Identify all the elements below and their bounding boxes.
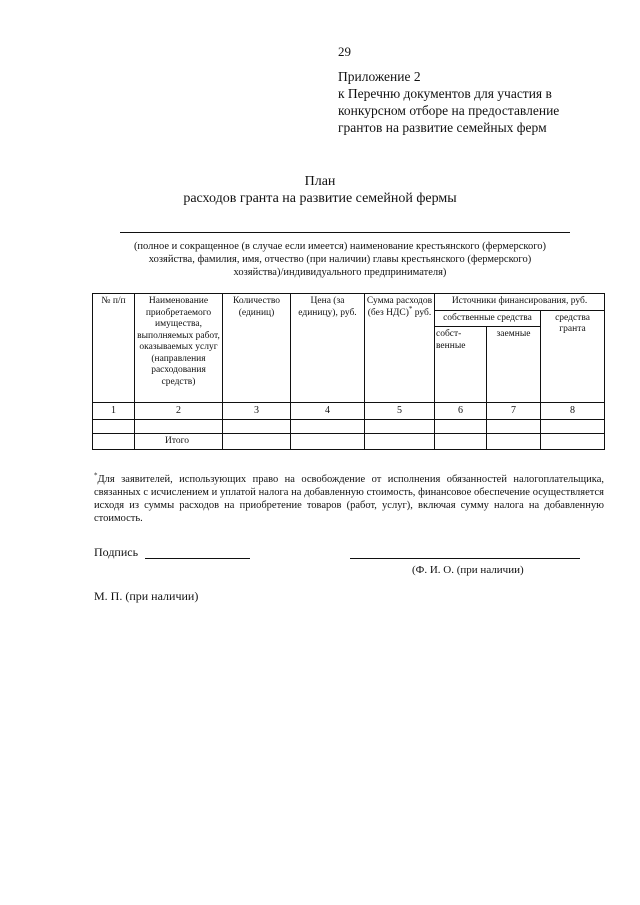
table-cell[interactable] bbox=[487, 419, 541, 433]
col-number-cell: 5 bbox=[365, 403, 435, 420]
document-title: План bbox=[304, 174, 336, 189]
footnote-mark: * bbox=[94, 471, 98, 480]
col-number-cell: 7 bbox=[487, 403, 541, 420]
fio-line[interactable] bbox=[350, 558, 580, 559]
col-number-cell: 1 bbox=[93, 403, 135, 420]
table-cell[interactable] bbox=[541, 419, 605, 433]
appendix-line-2: к Перечню документов для участия в bbox=[338, 86, 552, 101]
appendix-header bbox=[338, 68, 559, 136]
header-sum bbox=[365, 294, 435, 403]
total-row bbox=[93, 433, 605, 450]
column-numbers-row bbox=[93, 403, 605, 420]
table-cell[interactable] bbox=[487, 433, 541, 450]
table-cell[interactable] bbox=[291, 433, 365, 450]
document-subtitle: расходов гранта на развитие семейной фермы bbox=[183, 191, 457, 206]
caption-line-2: хозяйства, фамилия, имя, отчество (при наличии) главы крестьянского (фермерского) bbox=[148, 254, 532, 265]
table-row bbox=[93, 419, 605, 433]
table-cell[interactable] bbox=[541, 433, 605, 450]
caption-line-3: хозяйства)/индивидуального предпринимателя) bbox=[233, 267, 447, 278]
col-number-cell: 3 bbox=[223, 403, 291, 420]
header-sum-main: Сумма расходов (без НДС) bbox=[366, 296, 433, 318]
header-row-1 bbox=[93, 294, 605, 311]
table-cell[interactable] bbox=[93, 419, 135, 433]
header-num: № п/п bbox=[93, 294, 135, 403]
fio-caption: (Ф. И. О. (при наличии) bbox=[412, 564, 524, 576]
table-cell[interactable] bbox=[435, 433, 487, 450]
header-price: Цена (за единицу), руб. bbox=[291, 294, 365, 403]
col-number-cell: 8 bbox=[541, 403, 605, 420]
table-cell[interactable] bbox=[365, 433, 435, 450]
appendix-line-1: Приложение 2 bbox=[338, 69, 421, 84]
header-sources: Источники финансирования, руб. bbox=[435, 294, 605, 311]
header-sum-unit: руб. bbox=[414, 307, 432, 318]
appendix-line-3: конкурсном отборе на предоставление bbox=[338, 103, 560, 118]
table-cell[interactable] bbox=[93, 433, 135, 450]
applicant-caption bbox=[60, 240, 620, 279]
table-cell[interactable] bbox=[365, 419, 435, 433]
header-sum-mark: * bbox=[408, 304, 413, 313]
table-cell[interactable] bbox=[223, 433, 291, 450]
header-name: Наименование приобретаемого имущества, выполняемых работ, оказываемых услуг (направления расходования средств) bbox=[135, 294, 223, 403]
header-own: собст-венные bbox=[435, 327, 487, 403]
page-number: 29 bbox=[338, 44, 351, 59]
expense-plan-table bbox=[92, 293, 605, 450]
col-number-cell: 4 bbox=[291, 403, 365, 420]
col-number-cell: 6 bbox=[435, 403, 487, 420]
stamp-label: М. П. (при наличии) bbox=[94, 589, 199, 603]
table-cell[interactable] bbox=[135, 419, 223, 433]
col-number-cell: 2 bbox=[135, 403, 223, 420]
appendix-line-4: грантов на развитие семейных ферм bbox=[338, 120, 547, 135]
header-qty: Количество (единиц) bbox=[223, 294, 291, 403]
caption-line-1: (полное и сокращенное (в случае если имеется) наименование крестьянского (фермерского) bbox=[133, 241, 547, 252]
footnote bbox=[94, 473, 604, 525]
applicant-name-line[interactable] bbox=[120, 232, 570, 233]
header-grant-funds: средства гранта bbox=[541, 310, 605, 403]
table-cell[interactable] bbox=[435, 419, 487, 433]
footnote-text: Для заявителей, использующих право на освобождение от исполнения обязанностей налогоплательщика, связанных с исчислением и уплатой налога на добавленную стоимость, финансовое обеспечение осуществляется исходя из суммы расходов на приобретение товаров (работ, услуг), включая сумму налога на добавленную стоимость. bbox=[94, 474, 604, 524]
table-cell[interactable] bbox=[291, 419, 365, 433]
header-own-funds: собственные средства bbox=[435, 310, 541, 327]
table-cell[interactable] bbox=[223, 419, 291, 433]
signature-label: Подпись bbox=[94, 545, 139, 559]
total-label: Итого bbox=[135, 433, 223, 450]
signature-line[interactable] bbox=[145, 558, 250, 559]
header-borrowed: заемные bbox=[487, 327, 541, 403]
